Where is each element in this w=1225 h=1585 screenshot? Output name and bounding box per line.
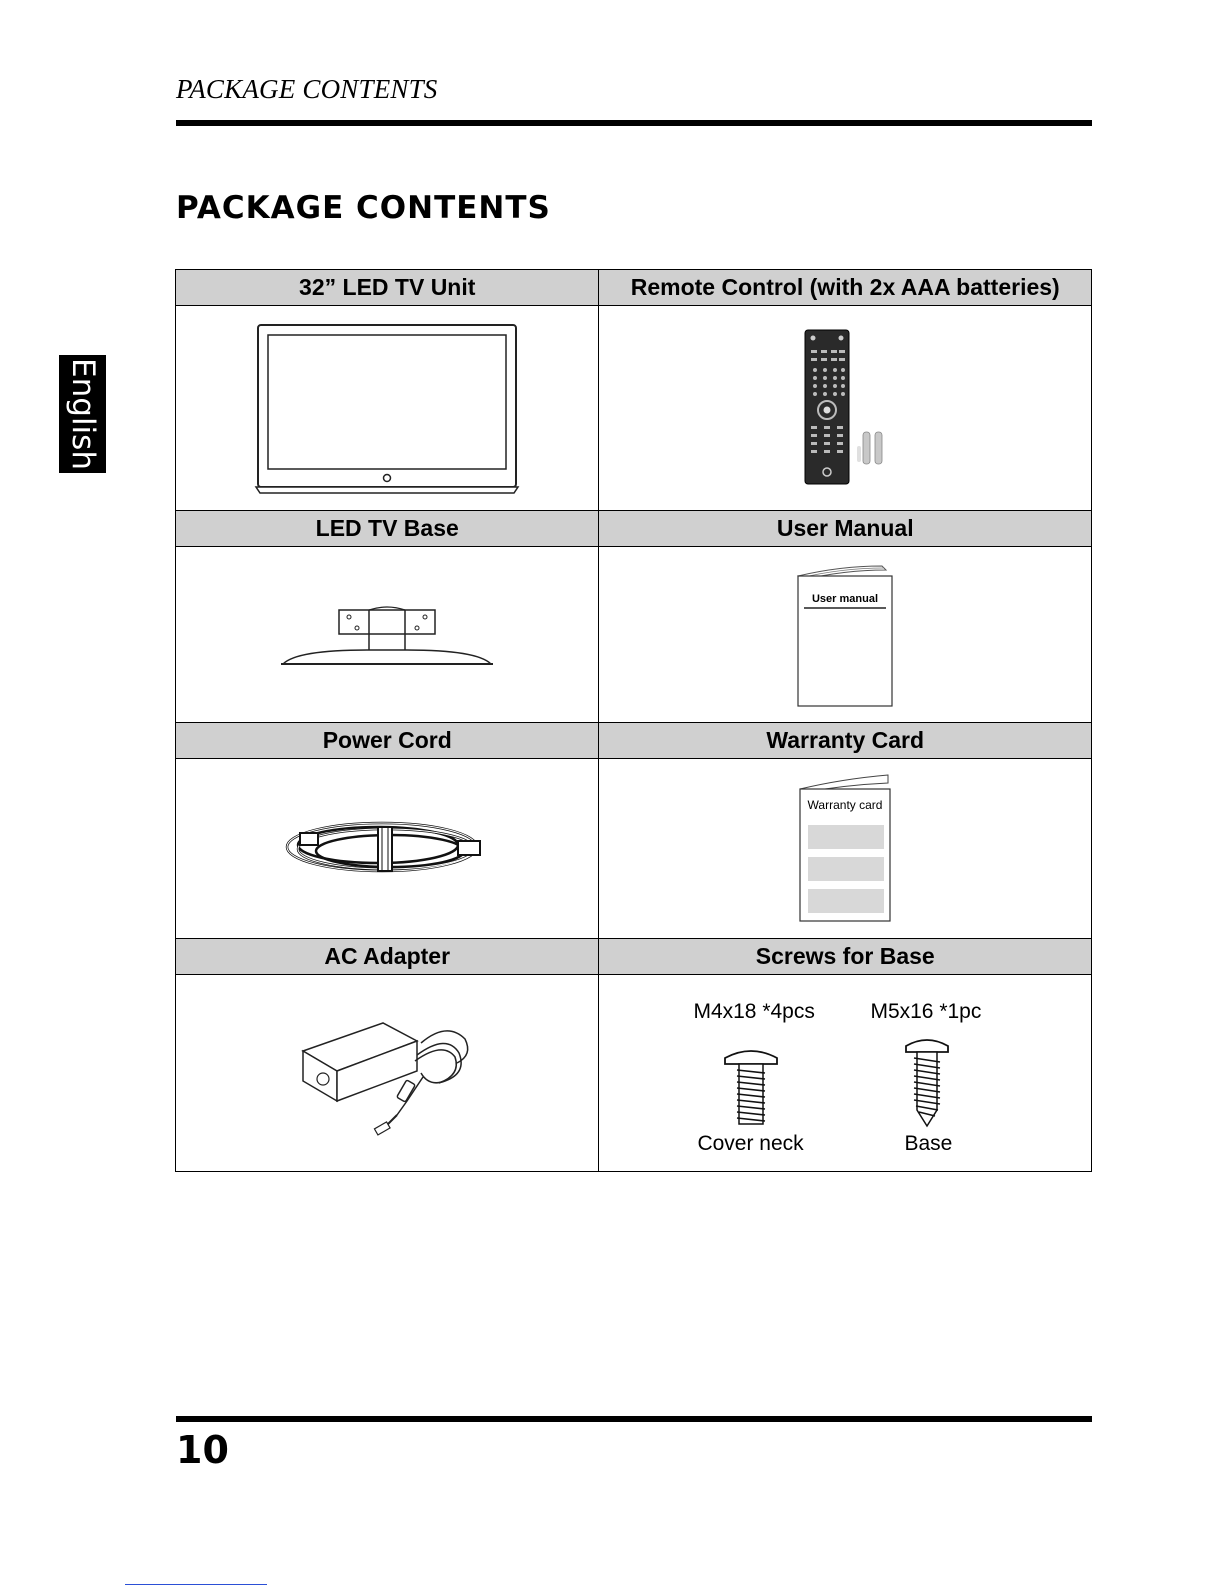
screws-panel	[599, 976, 1091, 1170]
tv-base-icon	[277, 600, 497, 670]
running-header: PACKAGE CONTENTS	[176, 74, 438, 104]
item-label-tv: 32” LED TV Unit	[176, 270, 599, 306]
screw-spec-right: M5x16 *1pc	[870, 1000, 982, 1023]
item-image-tv-base	[176, 547, 599, 723]
item-image-user-manual	[599, 547, 1092, 723]
item-label-user-manual: User Manual	[599, 511, 1092, 547]
header-rule	[176, 120, 1092, 126]
item-label-remote: Remote Control (with 2x AAA batteries)	[599, 270, 1092, 306]
language-tab-label: English	[64, 358, 101, 470]
warranty-cover-text: Warranty card	[807, 798, 883, 812]
user-manual-icon	[790, 560, 900, 710]
item-image-remote	[599, 306, 1092, 511]
manual-cover-text: User manual	[812, 592, 879, 605]
item-label-ac-adapter: AC Adapter	[176, 939, 599, 975]
item-image-ac-adapter	[176, 975, 599, 1172]
ac-adapter-icon	[297, 1003, 477, 1143]
package-contents-table	[175, 269, 1092, 1172]
footer-rule	[176, 1416, 1092, 1422]
cover-neck-screw-icon	[721, 1044, 781, 1128]
item-image-screws	[599, 975, 1092, 1172]
item-label-power-cord: Power Cord	[176, 723, 599, 759]
language-tab	[59, 355, 106, 473]
item-image-power-cord	[176, 759, 599, 939]
item-label-tv-base: LED TV Base	[176, 511, 599, 547]
item-label-warranty-card: Warranty Card	[599, 723, 1092, 759]
power-cord-icon	[282, 809, 492, 889]
item-label-screws: Screws for Base	[599, 939, 1092, 975]
page-title: PACKAGE CONTENTS	[176, 190, 551, 226]
screw-use-left: Cover neck	[697, 1132, 804, 1155]
screw-use-right: Base	[904, 1132, 953, 1155]
base-screw-icon	[902, 1034, 952, 1130]
screw-spec-left: M4x18 *4pcs	[693, 1000, 815, 1023]
item-image-tv	[176, 306, 599, 511]
item-image-warranty-card	[599, 759, 1092, 939]
remote-control-icon	[785, 328, 905, 488]
led-tv-icon	[252, 321, 522, 496]
warranty-card-icon	[790, 771, 900, 926]
page-number: 10	[176, 1428, 229, 1472]
